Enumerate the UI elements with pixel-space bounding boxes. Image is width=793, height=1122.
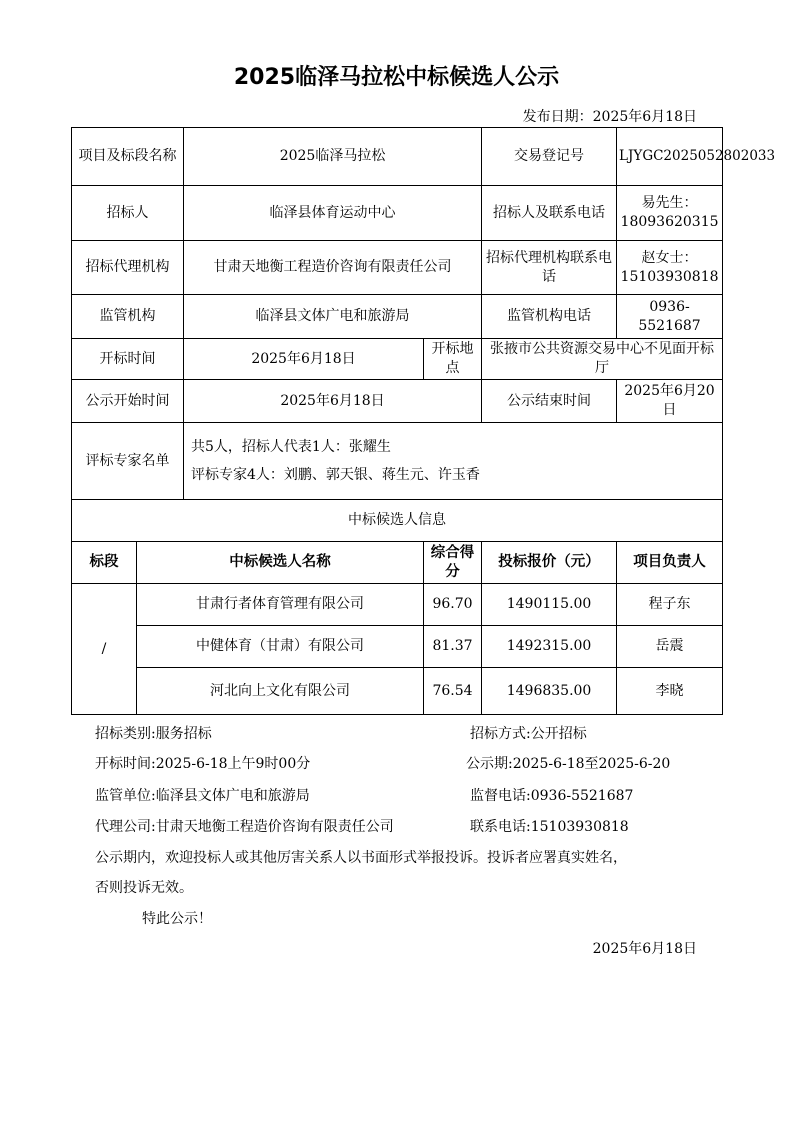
- tenderer-contact-value: 易先生：18093620315: [617, 186, 723, 241]
- table-row: [72, 584, 723, 626]
- footer-agency: 代理公司:甘肃天地衡工程造价咨询有限责任公司: [95, 819, 394, 835]
- candidate-score: 76.54: [424, 668, 482, 715]
- notice-start-label: 公示开始时间: [72, 380, 184, 423]
- supervisor-value: 临泽县文体广电和旅游局: [184, 295, 482, 339]
- table-row: [72, 626, 723, 668]
- candidate-section-value: /: [72, 584, 137, 715]
- supervisor-label: 监管机构: [72, 295, 184, 339]
- agency-contact-label: 招标代理机构联系电话: [482, 241, 617, 295]
- footer-note-line-2: 否则投诉无效。: [95, 880, 193, 896]
- supervisor-phone-value: 0936-5521687: [617, 295, 723, 339]
- notice-table: [71, 127, 776, 715]
- agency-contact-value: 赵女士：15103930818: [617, 241, 723, 295]
- footer-notice-period: 公示期:2025-6-18至2025-6-20: [466, 756, 671, 772]
- candidate-price: 1490115.00: [482, 584, 617, 626]
- footer-contact-phone: 联系电话:15103930818: [470, 819, 629, 835]
- open-place-label: 开标地点: [424, 339, 482, 380]
- candidate-score: 81.37: [424, 626, 482, 668]
- project-value: 2025临泽马拉松: [184, 128, 482, 186]
- tenderer-contact-label: 招标人及联系电话: [482, 186, 617, 241]
- candidate-price: 1496835.00: [482, 668, 617, 715]
- open-time-label: 开标时间: [72, 339, 184, 380]
- experts-value: [184, 423, 723, 500]
- publish-date: 发布日期：2025年6月18日: [522, 109, 697, 125]
- trade-no-label: 交易登记号: [482, 128, 617, 186]
- experts-line-2: 评标专家4人：刘鹏、郭天银、蒋生元、许玉香: [191, 467, 480, 483]
- table-row: [72, 668, 723, 715]
- candidate-price: 1492315.00: [482, 626, 617, 668]
- footer-note-line-1: 公示期内，欢迎投标人或其他厉害关系人以书面形式举报投诉。投诉者应署真实姓名，: [95, 850, 627, 866]
- experts-line-1: 共5人，招标人代表1人：张耀生: [191, 439, 391, 455]
- header-candidate-name: 中标候选人名称: [137, 542, 424, 584]
- candidates-section-title: 中标候选人信息: [72, 500, 723, 542]
- supervisor-phone-label: 监管机构电话: [482, 295, 617, 339]
- footer-method: 招标方式:公开招标: [470, 726, 587, 742]
- candidate-score: 96.70: [424, 584, 482, 626]
- candidate-manager: 李晓: [617, 668, 723, 715]
- agency-value: 甘肃天地衡工程造价咨询有限责任公司: [184, 241, 482, 295]
- footer-special: 特此公示！: [142, 911, 212, 927]
- trade-no-value: LJYGC2025052802033: [617, 128, 723, 186]
- candidate-name: 甘肃行者体育管理有限公司: [137, 584, 424, 626]
- footer-supervisor-phone: 监督电话:0936-5521687: [470, 788, 634, 804]
- footer-category: 招标类别:服务招标: [95, 726, 212, 742]
- footer-bid-time: 开标时间:2025-6-18上午9时00分: [95, 756, 311, 772]
- open-time-value: 2025年6月18日: [184, 339, 424, 380]
- header-section: 标段: [72, 542, 137, 584]
- header-price: 投标报价（元）: [482, 542, 617, 584]
- candidate-name: 河北向上文化有限公司: [137, 668, 424, 715]
- candidate-manager: 岳震: [617, 626, 723, 668]
- header-manager: 项目负责人: [617, 542, 723, 584]
- tenderer-value: 临泽县体育运动中心: [184, 186, 482, 241]
- agency-label: 招标代理机构: [72, 241, 184, 295]
- project-label: 项目及标段名称: [72, 128, 184, 186]
- notice-end-value: 2025年6月20日: [617, 380, 723, 423]
- page-title: 2025临泽马拉松中标候选人公示: [233, 65, 560, 90]
- notice-start-value: 2025年6月18日: [184, 380, 482, 423]
- experts-label: 评标专家名单: [72, 423, 184, 500]
- header-score: 综合得分: [424, 542, 482, 584]
- notice-end-label: 公示结束时间: [482, 380, 617, 423]
- open-place-value: 张掖市公共资源交易中心不见面开标厅: [482, 339, 723, 380]
- tenderer-label: 招标人: [72, 186, 184, 241]
- footer-sign-date: 2025年6月18日: [592, 941, 697, 957]
- candidate-manager: 程子东: [617, 584, 723, 626]
- candidate-name: 中健体育（甘肃）有限公司: [137, 626, 424, 668]
- footer-supervisor-unit: 监管单位:临泽县文体广电和旅游局: [95, 788, 310, 804]
